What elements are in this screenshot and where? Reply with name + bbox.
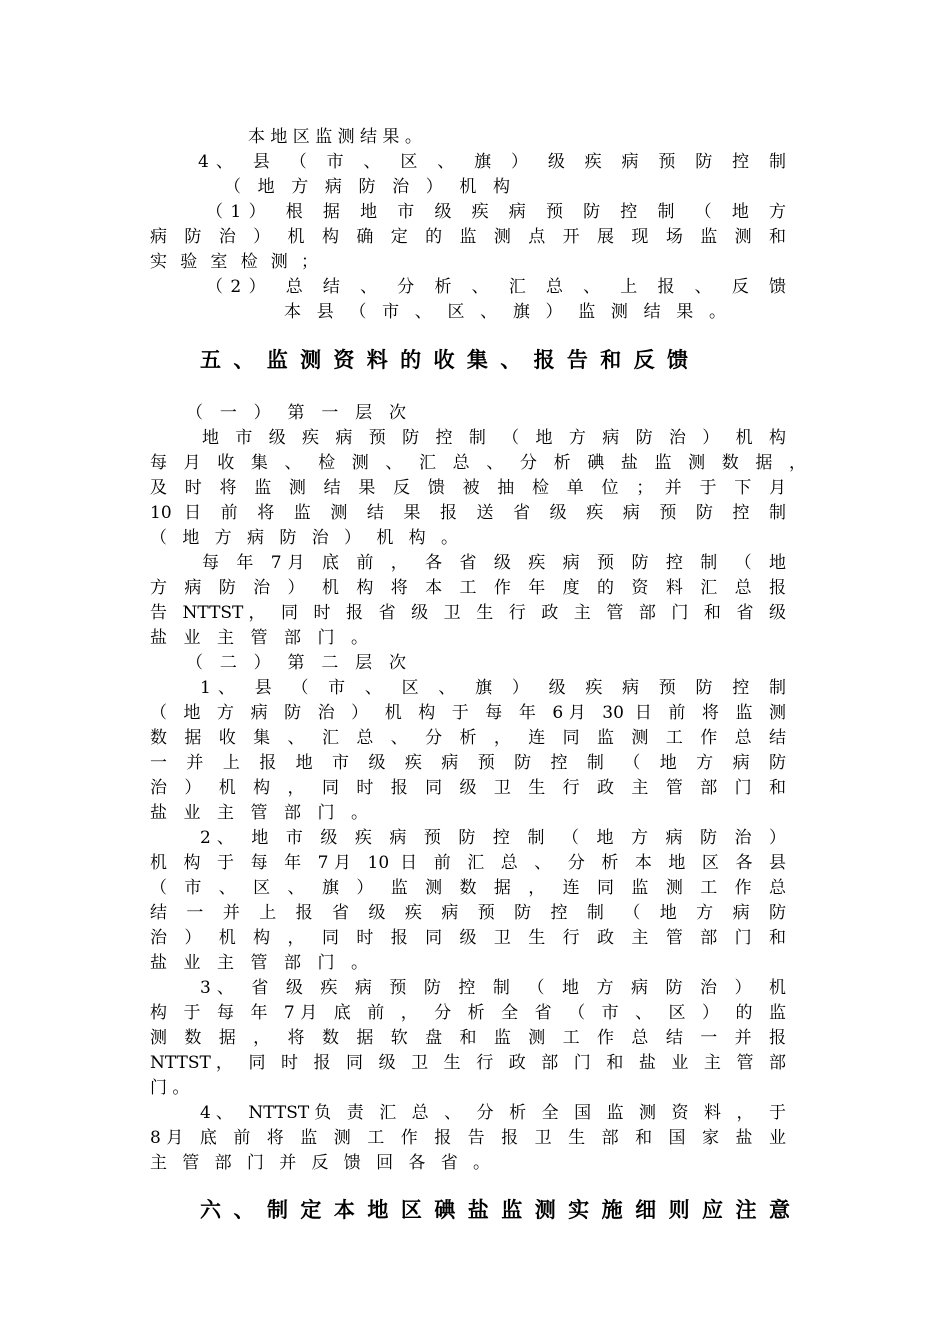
text-line: 主 管 部 门 并 反 馈 回 各 省 。 (150, 1153, 490, 1173)
text-line: （ 地 方 病 防 治 ） 机 构 于 每 年 6月 30 日 前 将 监 测 (150, 703, 786, 723)
text-line: 一 并 上 报 地 市 级 疾 病 预 防 控 制 （ 地 方 病 防 (150, 753, 786, 773)
text-line: 及 时 将 监 测 结 果 反 馈 被 抽 检 单 位 ； 并 于 下 月 (150, 478, 786, 498)
text-line: （ 二 ） 第 二 层 次 (186, 653, 406, 673)
section-heading: 六 、 制 定 本 地 区 碘 盐 监 测 实 施 细 则 应 注 意 (200, 1197, 790, 1222)
text-line: 数 据 收 集 、 汇 总 、 分 析 ， 连 同 监 测 工 作 总 结 (150, 728, 786, 748)
text-line: 本 地 区 监 测 结 果 。 (248, 127, 422, 147)
text-line: 地 市 级 疾 病 预 防 控 制 （ 地 方 病 防 治 ） 机 构 (202, 428, 786, 448)
text-line: 盐 业 主 管 部 门 。 (150, 803, 368, 823)
text-line: 机 构 于 每 年 7月 10 日 前 汇 总 、 分 析 本 地 区 各 县 (150, 853, 786, 873)
text-line: 构 于 每 年 7月 底 前 ， 分 析 全 省 （ 市 、 区 ） 的 监 (150, 1003, 786, 1023)
text-line: 3、 省 级 疾 病 预 防 控 制 （ 地 方 病 防 治 ） 机 (200, 978, 786, 998)
text-line: 结 一 并 上 报 省 级 疾 病 预 防 控 制 （ 地 方 病 防 (150, 903, 786, 923)
text-line: NTTST， 同 时 报 同 级 卫 生 行 政 部 门 和 盐 业 主 管 部 (150, 1053, 786, 1073)
text-line: （ 地 方 病 防 治 ） 机 构 。 (150, 528, 458, 548)
text-line: （1） 根 据 地 市 级 疾 病 预 防 控 制 （ 地 方 (206, 202, 786, 222)
text-line: （ 一 ） 第 一 层 次 (186, 403, 406, 423)
text-line: （2） 总 结 、 分 析 、 汇 总 、 上 报 、 反 馈 (206, 277, 786, 297)
text-line: 1、 县 （ 市 、 区 、 旗 ） 级 疾 病 预 防 控 制 (200, 678, 786, 698)
text-line: 方 病 防 治 ） 机 构 将 本 工 作 年 度 的 资 料 汇 总 报 (150, 578, 786, 598)
text-line: 测 数 据 ， 将 数 据 软 盘 和 监 测 工 作 总 结 一 并 报 (150, 1028, 786, 1048)
text-line: 2、 地 市 级 疾 病 预 防 控 制 （ 地 方 病 防 治 ） (200, 828, 786, 848)
text-line: 治 ） 机 构 ， 同 时 报 同 级 卫 生 行 政 主 管 部 门 和 (150, 778, 786, 798)
text-line: 每 月 收 集 、 检 测 、 汇 总 、 分 析 碘 盐 监 测 数 据 ， (150, 453, 806, 473)
text-line: 告 NTTST， 同 时 报 省 级 卫 生 行 政 主 管 部 门 和 省 级 (150, 603, 786, 623)
text-line: 门 。 (150, 1078, 190, 1098)
text-line: 实 验 室 检 测 ； (150, 252, 318, 272)
text-line: 每 年 7月 底 前 ， 各 省 级 疾 病 预 防 控 制 （ 地 (202, 553, 786, 573)
text-line: 病 防 治 ） 机 构 确 定 的 监 测 点 开 展 现 场 监 测 和 (150, 227, 786, 247)
text-line: 盐 业 主 管 部 门 。 (150, 953, 368, 973)
text-line: （ 市 、 区 、 旗 ） 监 测 数 据 ， 连 同 监 测 工 作 总 (150, 878, 786, 898)
text-line: 10 日 前 将 监 测 结 果 报 送 省 级 疾 病 预 防 控 制 (150, 503, 786, 523)
text-line: 4、 NTTST负 责 汇 总 、 分 析 全 国 监 测 资 料 ， 于 (200, 1103, 786, 1123)
text-line: 治 ） 机 构 ， 同 时 报 同 级 卫 生 行 政 主 管 部 门 和 (150, 928, 786, 948)
section-heading: 五 、 监 测 资 料 的 收 集 、 报 告 和 反 馈 (200, 347, 688, 372)
text-line: 盐 业 主 管 部 门 。 (150, 628, 368, 648)
text-line: 8月 底 前 将 监 测 工 作 报 告 报 卫 生 部 和 国 家 盐 业 (150, 1128, 786, 1148)
text-line: 4、 县 （ 市 、 区 、 旗 ） 级 疾 病 预 防 控 制 (198, 152, 786, 172)
text-line: （ 地 方 病 防 治 ） 机 构 (224, 177, 510, 197)
text-line: 本 县 （ 市 、 区 、 旗 ） 监 测 结 果 。 (284, 302, 726, 322)
